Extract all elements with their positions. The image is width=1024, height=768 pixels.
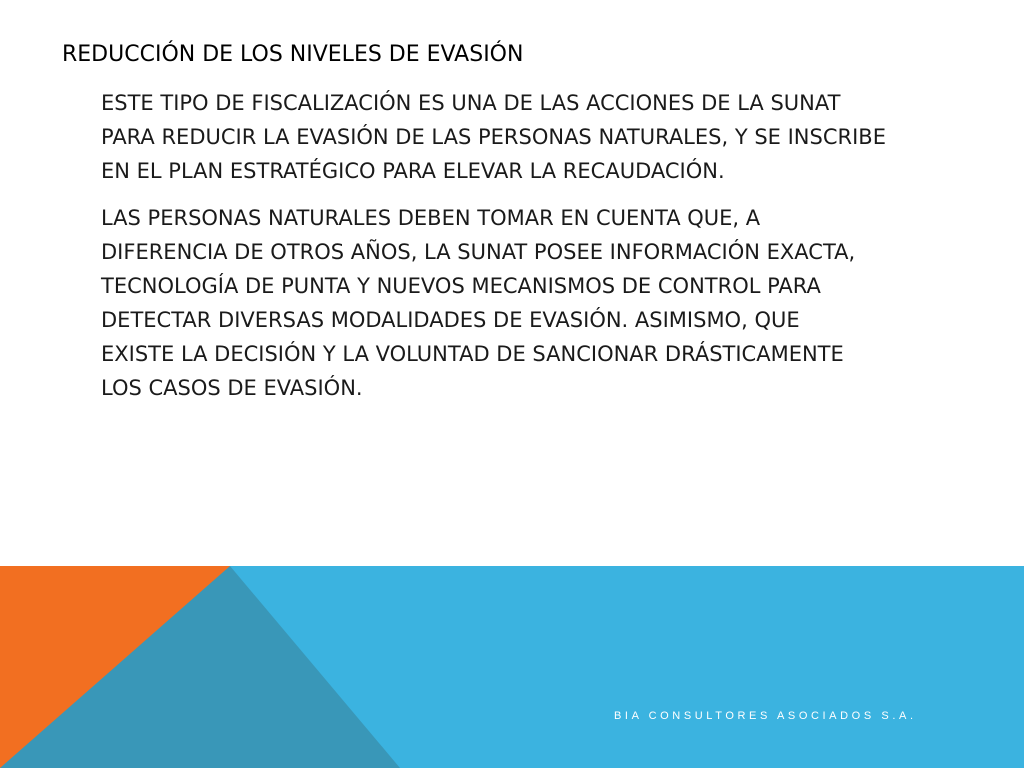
- decorative-band: [0, 566, 1024, 768]
- slide-title: REDUCCIÓN DE LOS NIVELES DE EVASIÓN: [62, 42, 524, 67]
- paragraph-2: LAS PERSONAS NATURALES DEBEN TOMAR EN CUENTA QUE, A DIFERENCIA DE OTROS AÑOS, LA SUNAT POSEE INFORMACIÓN EXACTA, TECNOLOGÍA DE PUNTA Y NUEVOS MECANISMOS DE CONTROL PARA DETECTAR DIVERSAS MODALIDADES DE EVASIÓN. ASIMISMO, QUE EXISTE LA DECISIÓN Y LA VOLUNTAD DE SANCIONAR DRÁSTICAMENTE LOS CASOS DE EVASIÓN.: [101, 206, 856, 400]
- paragraph-1: ESTE TIPO DE FISCALIZACIÓN ES UNA DE LAS ACCIONES DE LA SUNAT PARA REDUCIR LA EVASIÓN DE LAS PERSONAS NATURALES, Y SE INSCRIBE EN EL PLAN ESTRATÉGICO PARA ELEVAR LA RECAUDACIÓN.: [101, 91, 886, 183]
- slide-body: [101, 86, 971, 418]
- footer-company-name: BIA CONSULTORES ASOCIADOS S.A.: [614, 710, 917, 722]
